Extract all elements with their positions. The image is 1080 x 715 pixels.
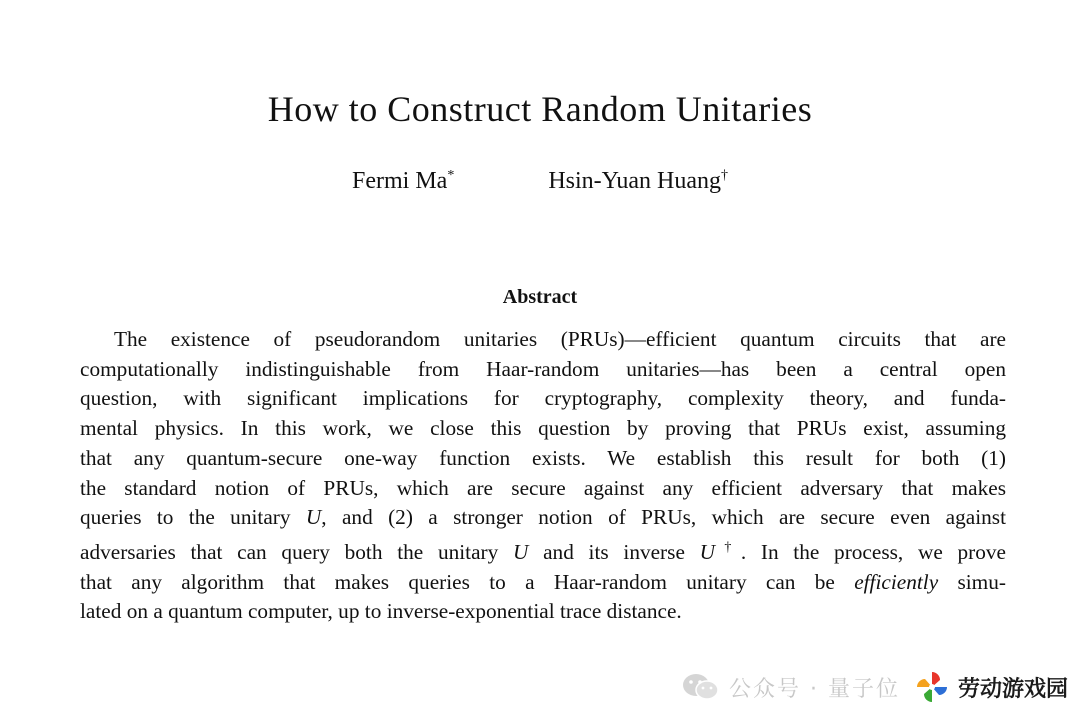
abstract-line-9 [80,568,1006,598]
math-U: U [305,505,322,530]
author-2-mark: † [720,168,728,183]
line8-pre: adversaries that can query both the unitary [80,540,513,565]
abstract-line-7 [80,503,1006,533]
math-U-dagger [700,540,741,564]
watermark-faded-text: 公众号 · 量子位 [729,676,900,702]
abstract-line-6: the standard notion of PRUs, which are secure against any efficient adversary that makes [80,475,1006,500]
abstract-line-10: lated on a quantum computer, up to inverse-exponential trace distance. [80,599,682,624]
author-list [0,168,1080,195]
pinwheel-logo-icon [914,669,950,705]
line9-pre: that any algorithm that makes queries to a Haar-random unitary can be [80,569,855,594]
abstract-line-5: that any quantum-secure one-way function exists. We establish this result for both (1) [80,445,1006,470]
author-1-name: Fermi Ma [352,168,448,194]
author-1 [352,168,454,195]
line7-pre: queries to the unitary [80,505,306,530]
abstract-heading: Abstract [502,286,578,308]
line8-post: . In the process, we prove [740,540,1006,565]
line9-post: simu- [938,569,1006,594]
emphasis-efficiently: efficiently [854,569,939,594]
math-U: U [512,540,529,565]
dagger-mark: † [715,539,741,555]
watermark [681,667,1068,707]
paper-title: How to Construct Random Unitaries [267,89,813,129]
wechat-icon [681,672,721,702]
abstract-line-2: computationally indistinguishable from Haar-random unitaries—has been a central open [80,356,1006,381]
abstract-body [80,325,1006,627]
author-2-name: Hsin-Yuan Huang [548,168,721,194]
line8-mid: and its inverse [528,540,700,565]
author-2 [548,168,728,195]
abstract-line-8 [80,533,1006,568]
author-1-mark: * [447,168,455,183]
abstract-line-3: question, with significant implications for cryptography, complexity theory, and funda- [80,386,1006,411]
watermark-brand-name: 劳动游戏园 [957,676,1068,702]
abstract-line-1: The existence of pseudorandom unitaries (PRUs)—efficient quantum circuits that are [114,327,1006,351]
line7-post: , and (2) a stronger notion of PRUs, which are secure even against [321,505,1006,530]
abstract-line-4: mental physics. In this work, we close this question by proving that PRUs exist, assuming [80,416,1006,441]
math-U-dagger-base: U [699,540,716,565]
